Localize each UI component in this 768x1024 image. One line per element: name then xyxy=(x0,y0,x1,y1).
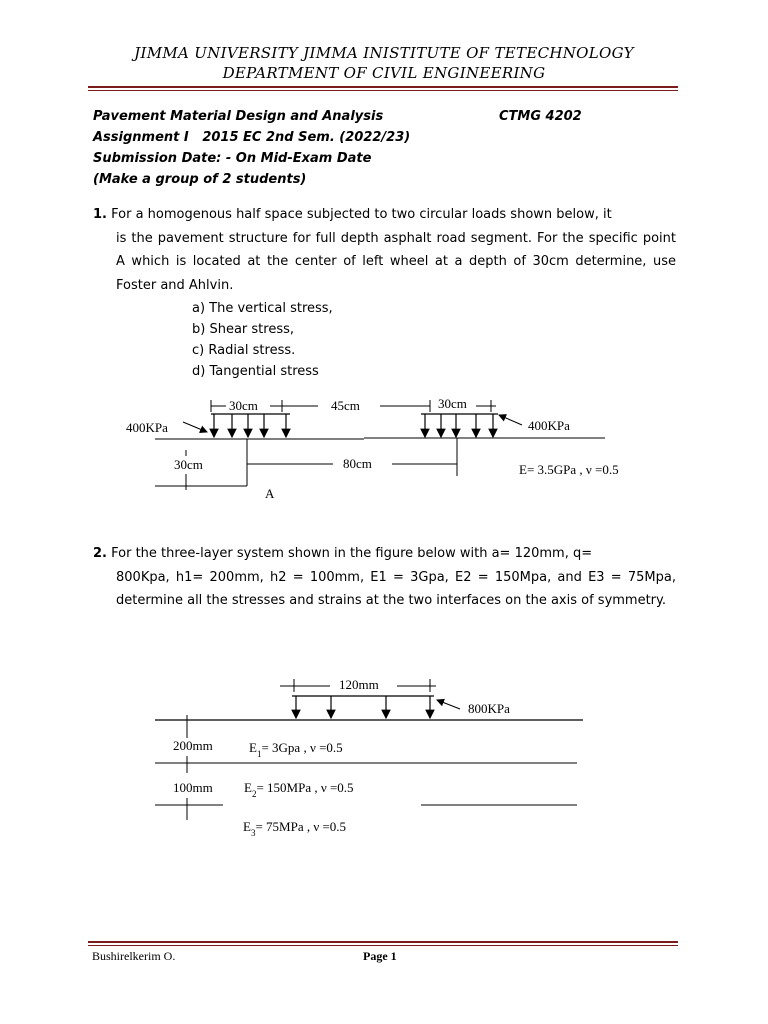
option-c: c) Radial stress. xyxy=(192,343,296,358)
layer-1-properties: $E_1= 3Gpa$ , ν =0.5 xyxy=(249,740,343,759)
material-properties-label: E= 3.5GPa , ν =0.5 xyxy=(519,462,619,477)
group-note: (Make a group of 2 students) xyxy=(93,172,307,187)
right-load-label: 400KPa xyxy=(528,418,570,433)
submission-date: Submission Date: - On Mid-Exam Date xyxy=(93,151,372,166)
header-university: JIMMA UNIVERSITY JIMMA INISTITUTE OF TETECHNOLOGY xyxy=(134,44,634,62)
footer-rule-bottom xyxy=(88,945,678,946)
diameter-label: 120mm xyxy=(339,677,379,692)
figure-three-layer-system xyxy=(0,670,768,850)
right-wheel-width-label: 30cm xyxy=(438,396,467,411)
question-2 xyxy=(93,542,676,613)
question-1-text-first: For a homogenous half space subjected to two circular loads shown below, it xyxy=(111,207,612,222)
point-a-label: A xyxy=(265,486,275,501)
course-code: CTMG 4202 xyxy=(499,109,582,124)
h2-label: 100mm xyxy=(173,780,213,795)
footer-rule-top xyxy=(88,941,678,943)
question-1 xyxy=(93,203,676,297)
question-2-text-rest: 800Kpa, h1= 200mm, h2 = 100mm, E1 = 3Gpa, E2 = 150Mpa, and E3 = 75Mpa, determine all the stresses and strains at the two interfaces on the axis of symmetry. xyxy=(116,569,676,608)
assignment-info: Assignment I 2015 EC 2nd Sem. (2022/23) xyxy=(93,130,411,145)
course-title: Pavement Material Design and Analysis xyxy=(93,109,384,124)
layer-3-properties: $E_3= 75MPa$ , ν =0.5 xyxy=(243,819,347,838)
left-wheel-width-label: 30cm xyxy=(229,398,258,413)
question-1-options xyxy=(192,298,333,382)
header-rule-top xyxy=(88,86,678,88)
figure-two-wheel-loads xyxy=(0,390,768,510)
load-label: 800KPa xyxy=(468,701,510,716)
option-d: d) Tangential stress xyxy=(192,364,319,379)
header-rule-bottom xyxy=(88,90,678,91)
question-2-text-first: For the three-layer system shown in the figure below with a= 120mm, q= xyxy=(111,546,593,561)
header-department: DEPARTMENT OF CIVIL ENGINEERING xyxy=(222,64,546,82)
left-load-label: 400KPa xyxy=(126,420,168,435)
layer-2-properties: $E_2= 150MPa$ , ν =0.5 xyxy=(244,780,354,799)
option-b: b) Shear stress, xyxy=(192,322,294,337)
question-1-text-rest: is the pavement structure for full depth asphalt road segment. For the specific point A which is located at the center of left wheel at a depth of 30cm determine, use Foster and Ahlvin. xyxy=(116,230,676,293)
footer-author: Bushirelkerim O. xyxy=(92,949,176,963)
page-number: Page 1 xyxy=(363,949,397,963)
center-distance-label: 80cm xyxy=(343,456,372,471)
option-a: a) The vertical stress, xyxy=(192,301,333,316)
wheel-spacing-label: 45cm xyxy=(331,398,360,413)
question-1-number: 1. xyxy=(93,207,107,222)
depth-label: 30cm xyxy=(174,457,203,472)
h1-label: 200mm xyxy=(173,738,213,753)
question-2-number: 2. xyxy=(93,546,107,561)
